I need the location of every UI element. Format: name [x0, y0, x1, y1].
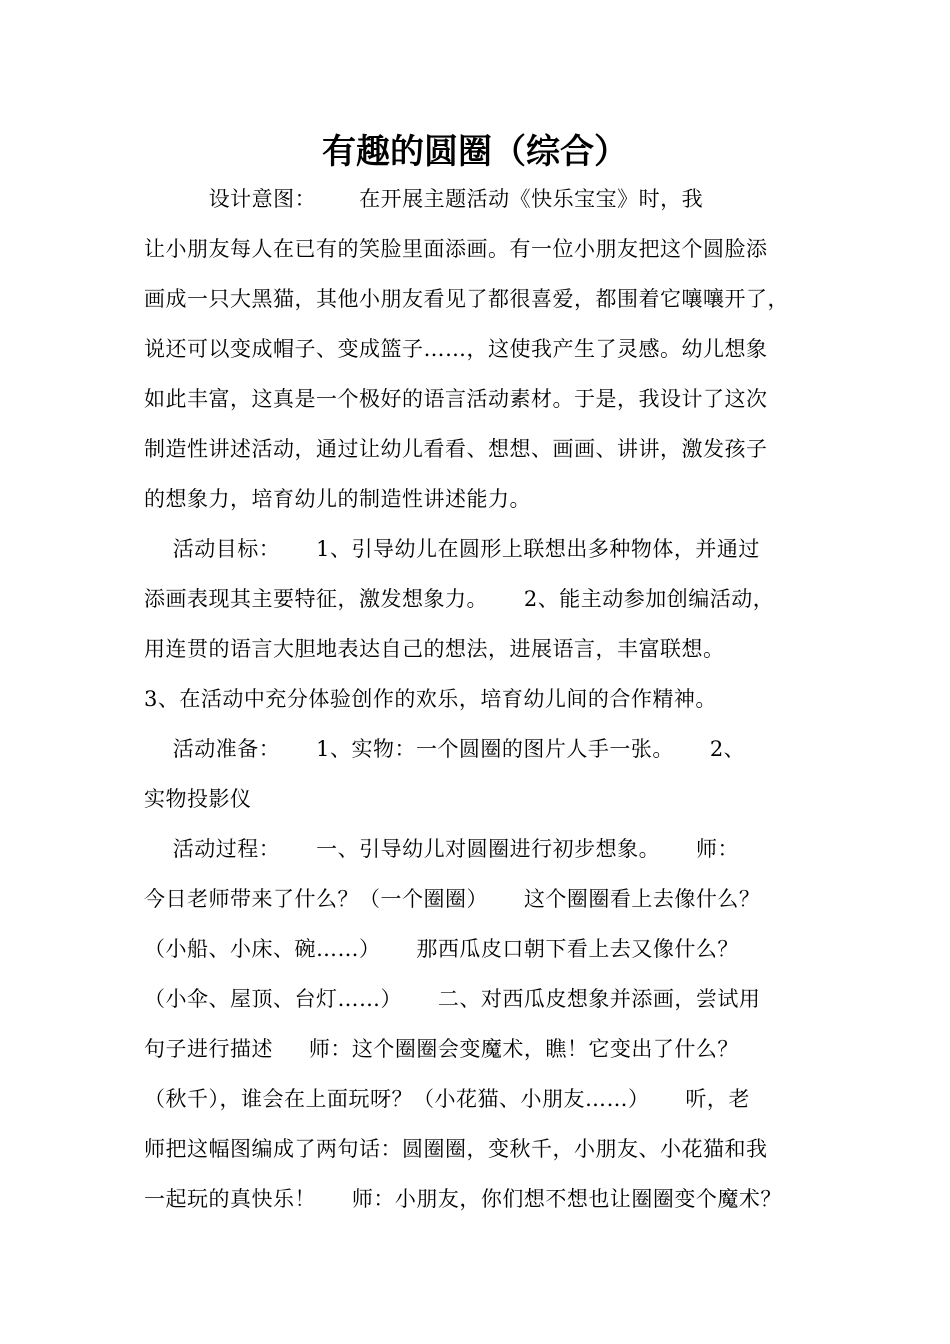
paragraph-line: 画成一只大黑猫，其他小朋友看见了都很喜爱，都围着它嚷嚷开了，: [144, 287, 789, 311]
paragraph-line: 用连贯的语言大胆地表达自己的想法，进展语言，丰富联想。: [144, 637, 725, 661]
paragraph-line: 句子进行描述 师：这个圈圈会变魔术，瞧！它变出了什么？: [144, 1037, 739, 1061]
paragraph-line: 让小朋友每人在已有的笑脸里面添画。有一位小朋友把这个圆脸添: [144, 237, 768, 261]
paragraph-line: 说还可以变成帽子、变成篮子……，这使我产生了灵感。幼儿想象: [144, 337, 768, 361]
paragraph-line: 活动目标： 1、引导幼儿在圆形上联想出多种物体，并通过: [144, 537, 760, 561]
paragraph-line: 制造性讲述活动，通过让幼儿看看、想想、画画、讲讲，激发孩子: [144, 437, 768, 461]
paragraph-line: 3、在活动中充分体验创作的欢乐，培育幼儿间的合作精神。: [144, 687, 717, 711]
paragraph-line: 活动准备： 1、实物：一个圆圈的图片人手一张。 2、: [144, 737, 746, 761]
paragraph-line: （秋千），谁会在上面玩呀？（小花猫、小朋友……） 听，老: [144, 1087, 750, 1111]
paragraph-line: 如此丰富，这真是一个极好的语言活动素材。于是，我设计了这次: [144, 387, 768, 411]
paragraph-line: 实物投影仪: [144, 787, 252, 811]
paragraph-line: 今日老师带来了什么？（一个圈圈） 这个圈圈看上去像什么？: [144, 887, 761, 911]
paragraph-line: 的想象力，培育幼儿的制造性讲述能力。: [144, 487, 531, 511]
paragraph-line: 活动过程： 一、引导幼儿对圆圈进行初步想象。 师：: [144, 837, 739, 861]
paragraph-line: 添画表现其主要特征，激发想象力。 2、能主动参加创编活动，: [144, 587, 775, 611]
paragraph-line: 一起玩的真快乐！ 师：小朋友，你们想不想也让圈圈变个魔术？: [144, 1187, 782, 1211]
paragraph-line: （小船、小床、碗……） 那西瓜皮口朝下看上去又像什么？: [144, 937, 739, 961]
paragraph-line: 师把这幅图编成了两句话：圆圈圈，变秋千，小朋友、小花猫和我: [144, 1137, 768, 1161]
paragraph-line: （小伞、屋顶、台灯……） 二、对西瓜皮想象并添画，尝试用: [144, 987, 761, 1011]
paragraph-line: 设计意图： 在开展主题活动《快乐宝宝》时，我: [144, 187, 704, 211]
document-title: 有趣的圆圈（综合）: [322, 132, 628, 172]
